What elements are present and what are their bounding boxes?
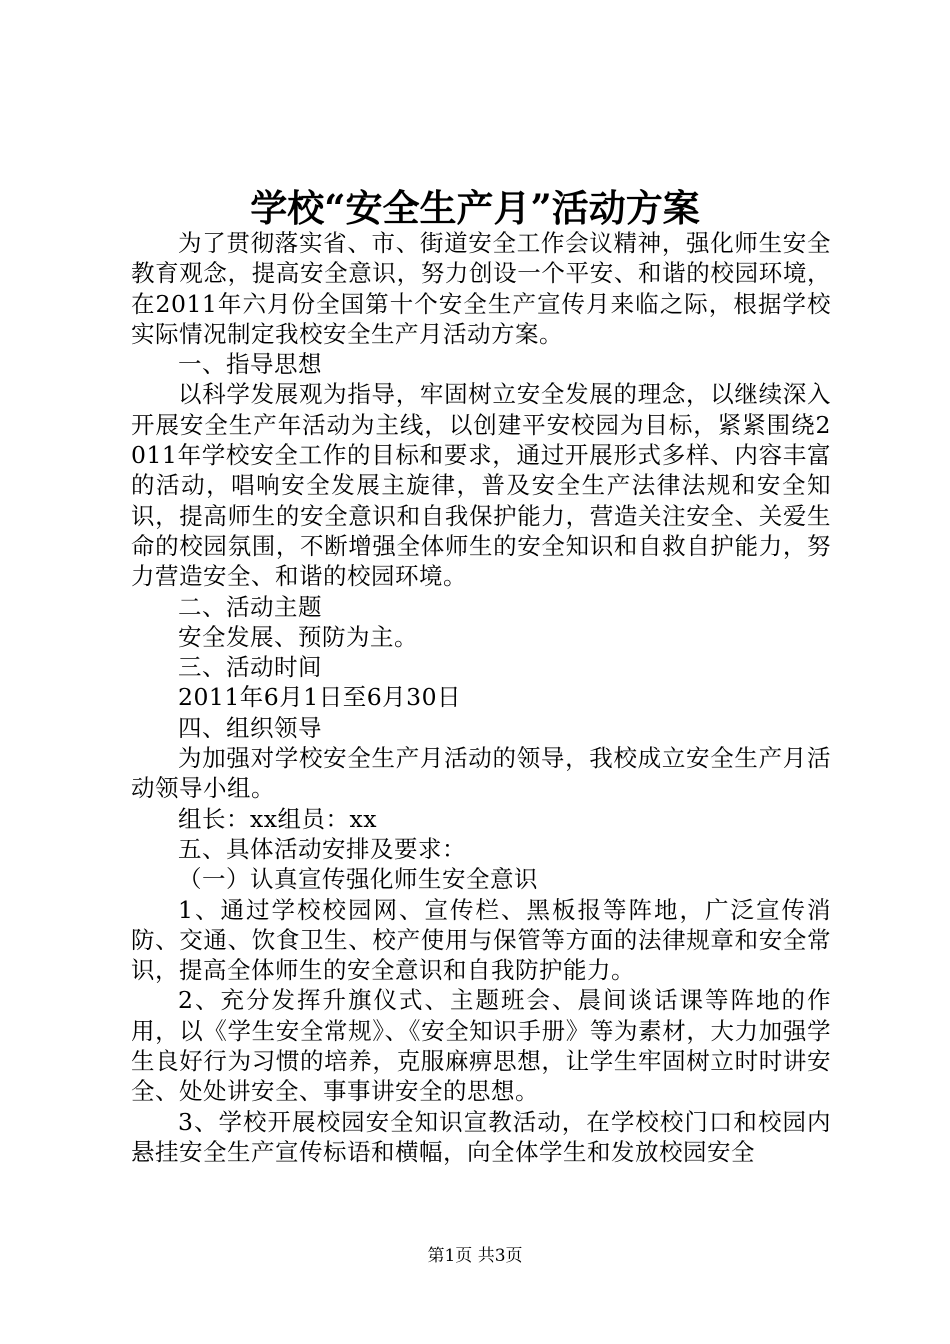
paragraph-item-1: 1、通过学校校园网、宣传栏、黑板报等阵地，广泛宣传消防、交通、饮食卫生、校产使用与保管等方面的法律规章和安全常识，提高全体师生的安全意识和自我防护能力。 xyxy=(131,895,831,985)
section-heading-activity-time: 三、活动时间 xyxy=(178,653,322,682)
section-heading-arrangements: 五、具体活动安排及要求： xyxy=(178,834,466,863)
section-heading-organization: 四、组织领导 xyxy=(178,713,322,742)
paragraph-item-2: 2、充分发挥升旗仪式、主题班会、晨间谈话课等阵地的作用，以《学生安全常规》、《安全知识手册》等为素材，大力加强学生良好行为习惯的培养，克服麻痹思想，让学生牢固树立时时讲安全、处处讲安全、事事讲安全的思想。 xyxy=(131,986,831,1106)
document-title: 学校“安全生产月”活动方案 xyxy=(250,186,700,230)
section-heading-guiding-ideology: 一、指导思想 xyxy=(178,350,322,379)
paragraph-activity-time: 2011年6月1日至6月30日 xyxy=(178,683,462,712)
paragraph-activity-theme: 安全发展、预防为主。 xyxy=(178,622,418,651)
paragraph-organization: 为加强对学校安全生产月活动的领导，我校成立安全生产月活动领导小组。 xyxy=(131,744,831,803)
paragraph-intro: 为了贯彻落实省、市、街道安全工作会议精神，强化师生安全教育观念，提高安全意识，努力创设一个平安、和谐的校园环境，在2011年六月份全国第十个安全生产宣传月来临之际，根据学校实际情况制定我校安全生产月活动方案。 xyxy=(131,229,831,348)
page-footer: 第1页 共3页 xyxy=(427,1246,523,1266)
paragraph-item-3: 3、学校开展校园安全知识宣教活动，在学校校门口和校园内悬挂安全生产宣传标语和横幅，向全体学生和发放校园安全 xyxy=(131,1107,831,1166)
document-body xyxy=(131,228,831,1167)
section-heading-activity-theme: 二、活动主题 xyxy=(178,592,322,621)
subsection-heading-publicity: （一）认真宣传强化师生安全意识 xyxy=(178,865,538,894)
paragraph-leaders: 组长：xx组员：xx xyxy=(178,804,378,833)
paragraph-guiding-ideology: 以科学发展观为指导，牢固树立安全发展的理念，以继续深入开展安全生产年活动为主线，以创建平安校园为目标，紧紧围绕2011年学校安全工作的目标和要求，通过开展形式多样、内容丰富的活动，唱响安全发展主旋律，普及安全生产法律法规和安全知识，提高师生的安全意识和自我保护能力，营造关注安全、关爱生命的校园氛围，不断增强全体师生的安全知识和自救自护能力，努力营造安全、和谐的校园环境。 xyxy=(131,380,831,591)
